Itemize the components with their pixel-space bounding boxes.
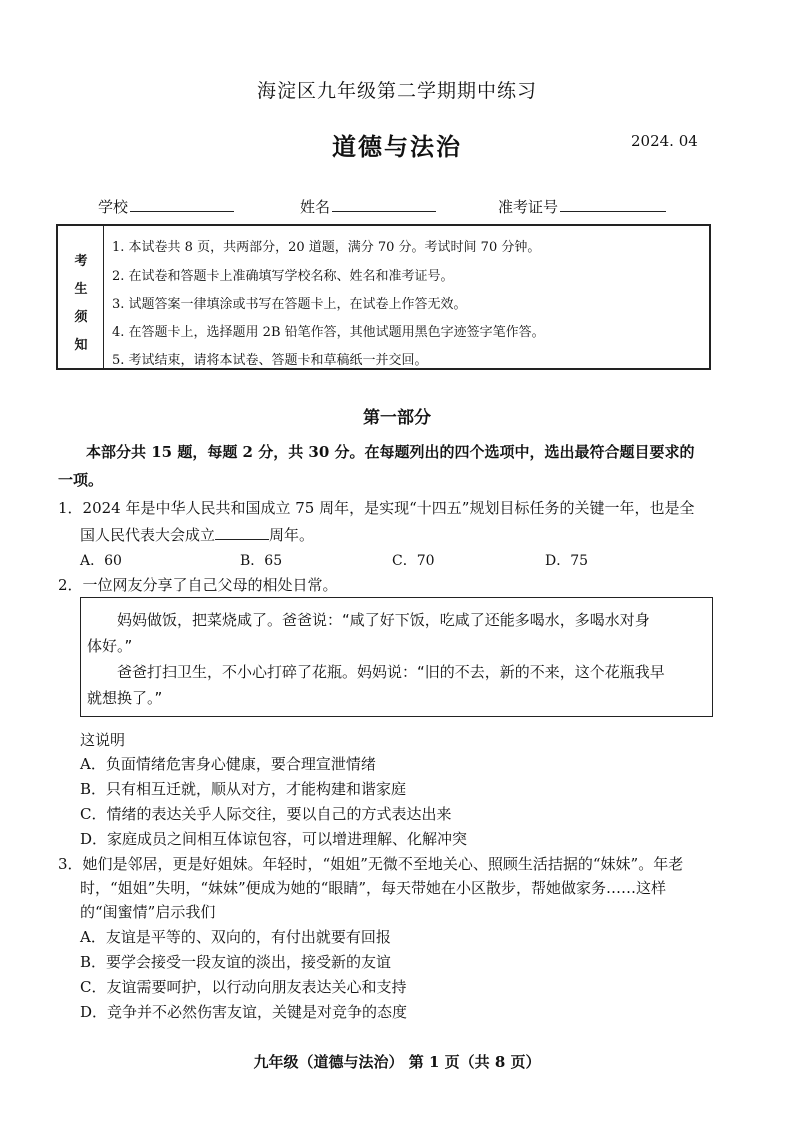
q1-text-before-blank: 国人民代表大会成立 [80,526,216,544]
part-instructions: 本部分共 15 题，每题 2 分，共 30 分。在每题列出的四个选项中，选出最符合题目要求的 [86,443,695,461]
name-field [300,196,436,217]
exam-date: 2024. 04 [631,132,698,150]
exam-title: 海淀区九年级第二学期期中练习 [256,80,537,102]
question-3-stem-cont: 时，“姐姐”失明，“妹妹”便成为她的“眼睛”，每天带她在小区散步，帮她做家务……这样 [80,879,667,897]
q2-option-d: D．家庭成员之间相互体谅包容，可以增进理解、化解冲突 [80,830,468,848]
q1-option-a: A．60 [80,553,122,569]
question-2-stem: 2．一位网友分享了自己父母的相处日常。 [58,576,338,594]
q1-option-b: B．65 [240,553,283,569]
notice-label-column [58,226,104,368]
q2-material-line: 妈妈做饭，把菜烧咸了。爸爸说：“咸了好下饭，吃咸了还能多喝水，多喝水对身 [117,611,650,629]
notice-label-char: 生 [74,282,88,297]
q3-option-a: A．友谊是平等的、双向的，有付出就要有回报 [80,928,391,946]
notice-label-char: 知 [74,338,88,353]
q2-material-line: 爸爸打扫卫生，不小心打碎了花瓶。妈妈说：“旧的不去，新的不来，这个花瓶我早 [117,663,665,681]
q3-option-b: B．要学会接受一段友谊的淡出，接受新的友谊 [80,953,392,971]
q3-option-d: D．竞争并不必然伤害友谊，关键是对竞争的态度 [80,1003,408,1021]
q1-blank [215,524,269,540]
notice-label-char: 考 [74,254,88,269]
q2-option-a: A．负面情绪危害身心健康，要合理宣泄情绪 [80,755,376,773]
q2-material-line: 体好。” [87,637,133,655]
school-field [98,196,234,217]
q1-text-after-blank: 周年。 [269,526,315,544]
notice-item: 4. 在答题卡上，选择题用 2B 铅笔作答，其他试题用黑色字迹签字笔作答。 [112,325,545,340]
candidate-notice-box [56,224,711,370]
notice-label-char: 须 [74,310,88,325]
exam-number-field [498,196,666,217]
question-3-stem: 3．她们是邻居，更是好姐妹。年轻时，“姐姐”无微不至地关心、照顾生活拮据的“妹妹”。年老 [58,855,684,873]
part-instructions-cont: 一项。 [58,471,104,489]
part-title: 第一部分 [363,408,431,428]
q2-material-line: 就想换了。” [87,689,163,707]
page-footer: 九年级（道德与法治） 第 1 页（共 8 页） [253,1053,541,1071]
subject-title: 道德与法治 [332,132,462,161]
q1-option-d: D．75 [545,553,589,569]
name-label: 姓名 [300,198,331,216]
q1-option-c: C．70 [392,553,435,569]
school-input-line [130,196,234,212]
q2-option-c: C．情绪的表达关乎人际交往，要以自己的方式表达出来 [80,805,452,823]
name-input-line [332,196,436,212]
q2-material-box [80,597,713,717]
question-1-stem: 1．2024 年是中华人民共和国成立 75 周年，是实现“十四五”规划目标任务的关键一年，也是全 [58,499,695,517]
q2-lead: 这说明 [80,731,126,749]
q2-option-b: B．只有相互迁就，顺从对方，才能构建和谐家庭 [80,780,407,798]
question-3-stem-cont: 的“闺蜜情”启示我们 [80,903,216,921]
exam-number-label: 准考证号 [498,198,559,216]
notice-item: 1. 本试卷共 8 页，共两部分，20 道题，满分 70 分。考试时间 70 分钟。 [112,240,541,255]
school-label: 学校 [98,198,129,216]
notice-item: 5. 考试结束，请将本试卷、答题卡和草稿纸一并交回。 [112,353,428,368]
notice-item: 2. 在试卷和答题卡上准确填写学校名称、姓名和准考证号。 [112,269,454,284]
q3-option-c: C．友谊需要呵护，以行动向朋友表达关心和支持 [80,978,407,996]
notice-item: 3. 试题答案一律填涂或书写在答题卡上，在试卷上作答无效。 [112,297,467,312]
exam-number-input-line [560,196,666,212]
question-1-stem-cont [80,524,314,545]
